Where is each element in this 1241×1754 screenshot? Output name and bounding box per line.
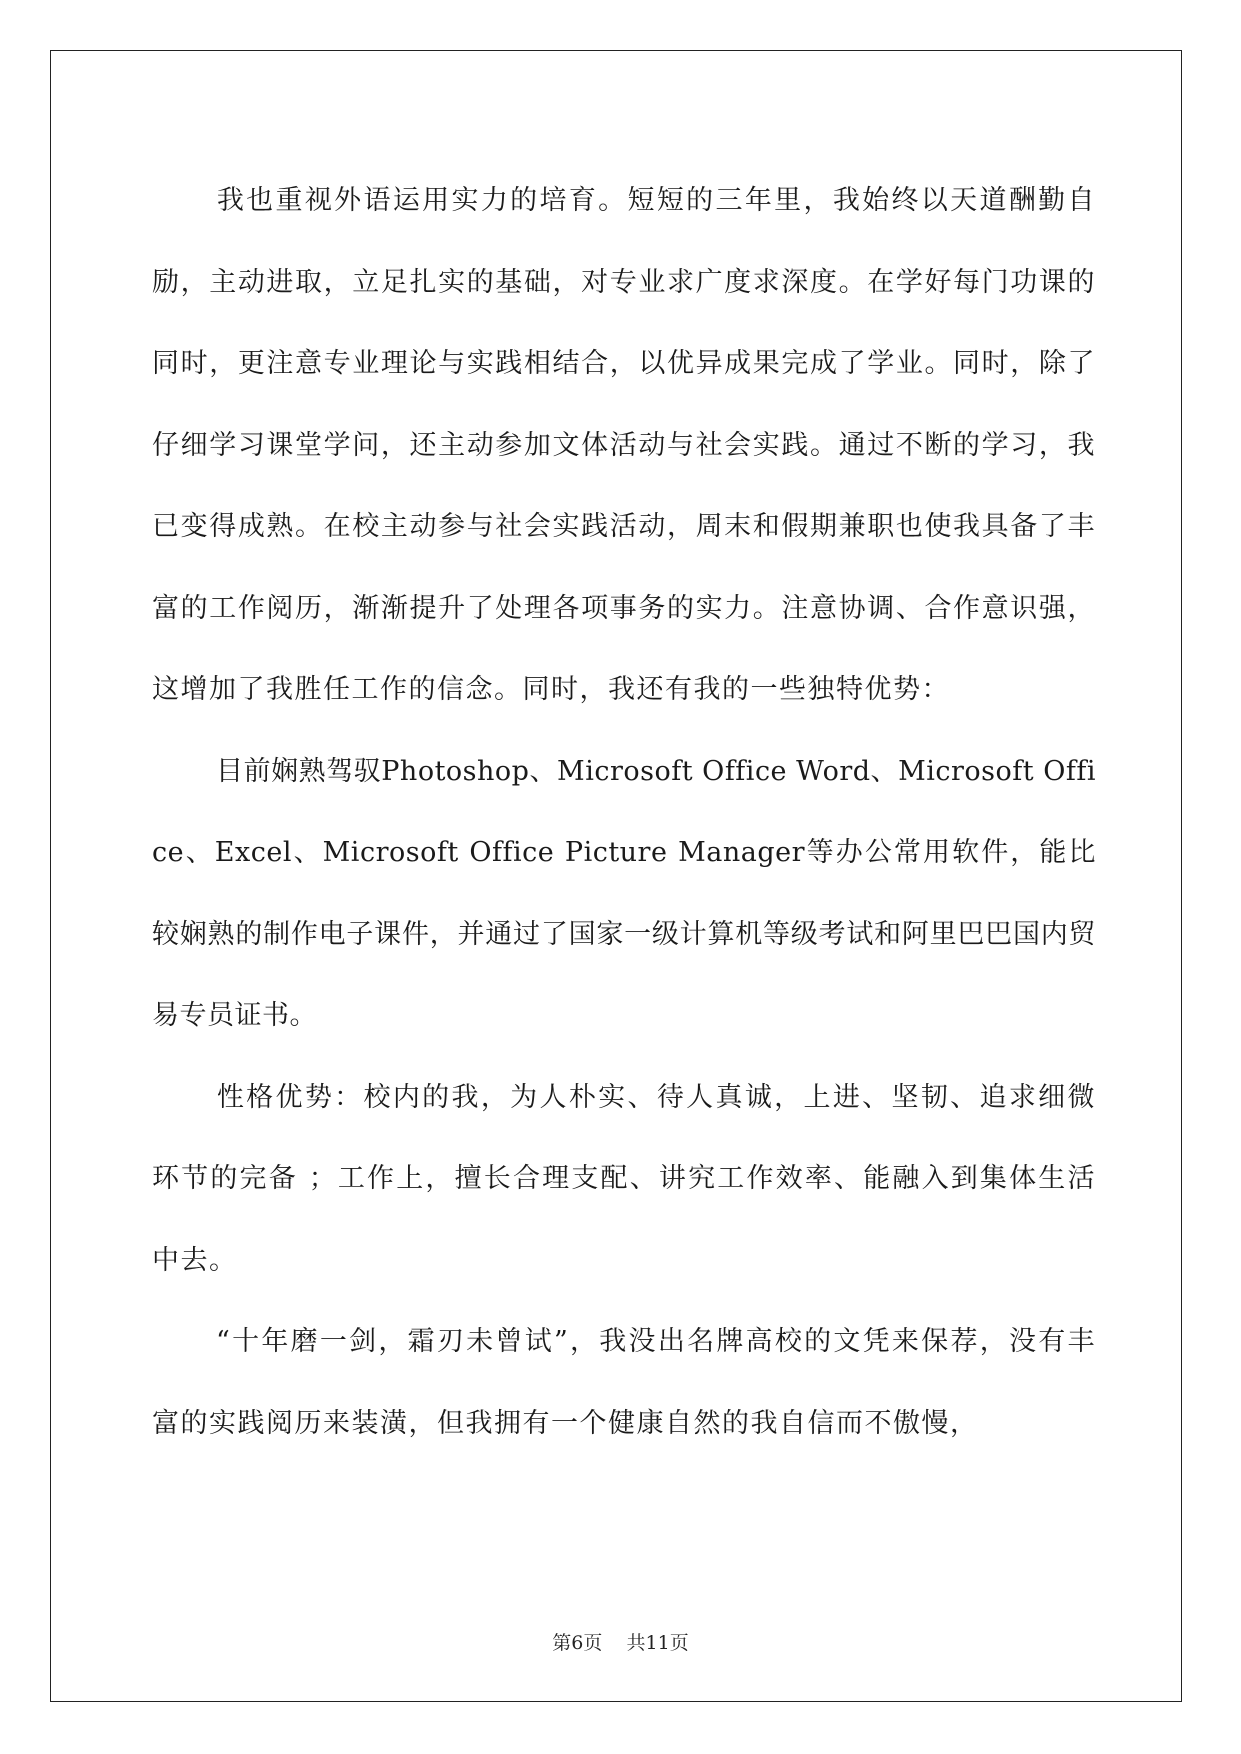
paragraph-2 <box>152 731 1096 1057</box>
paragraph-3-text: 性格优势：校内的我，为人朴实、待人真诚，上进、坚韧、追求细微环节的完备 ；工作上，擅长合理支配、讲究工作效率、能融入到集体生活中去。 <box>152 1081 1096 1276</box>
paragraph-1-text: 我也重视外语运用实力的培育。短短的三年里，我始终以天道酬勤自励，主动进取，立足扎实的基础，对专业求广度求深度。在学好每门功课的同时，更注意专业理论与实践相结合，以优异成果完成了学业。同时，除了仔细学习课堂学问，还主动参加文体活动与社会实践。通过不断的学习，我已变得成熟。在校主动参与社会实践活动，周末和假期兼职也使我具备了丰富的工作阅历，渐渐提升了处理各项事务的实力。注意协调、合作意识强，这增加了我胜任工作的信念。同时，我还有我的一些独特优势： <box>152 185 1096 705</box>
document-body <box>152 160 1096 1464</box>
paragraph-1 <box>152 160 1096 731</box>
paragraph-4 <box>152 1301 1096 1464</box>
page-footer <box>0 1628 1241 1655</box>
paragraph-2-text: 目前娴熟驾驭Photoshop、Microsoft Office Word、Microsoft Office、Excel、Microsoft Office Picture Manager等办公常用软件，能比较娴熟的制作电子课件，并通过了国家一级计算机等级考试和阿里巴巴国内贸易专员证书。 <box>152 755 1096 1031</box>
page-total: 共11页 <box>626 1632 689 1654</box>
paragraph-3 <box>152 1057 1096 1302</box>
paragraph-4-text: “十年磨一剑，霜刃未曾试”，我没出名牌高校的文凭来保荐，没有丰富的实践阅历来装潢，但我拥有一个健康自然的我自信而不傲慢， <box>152 1326 1096 1439</box>
page-number: 第6页 <box>552 1632 603 1654</box>
